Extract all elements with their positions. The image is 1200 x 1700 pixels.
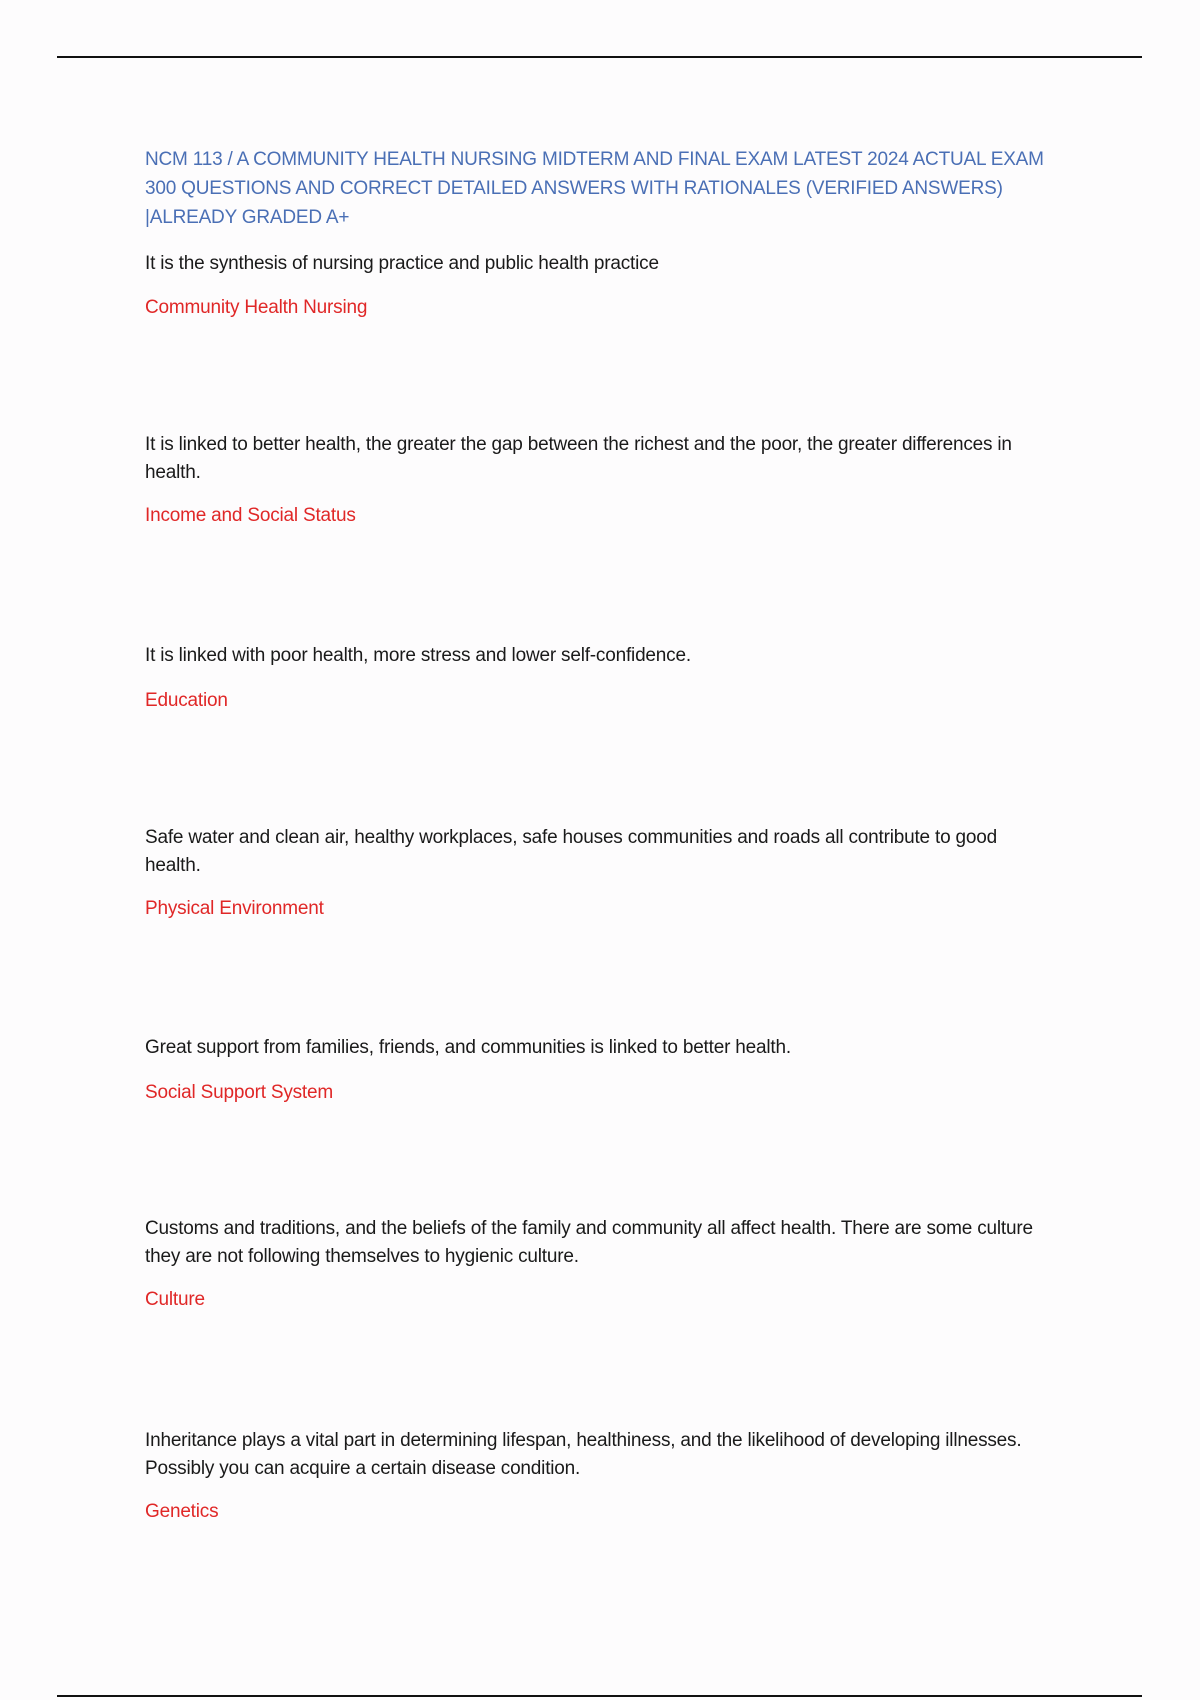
- qa-item: [145, 431, 1045, 530]
- qa-item: [145, 250, 1045, 322]
- qa-item: [145, 824, 1045, 923]
- qa-item: [145, 1034, 1045, 1107]
- qa-item: [145, 1427, 1045, 1526]
- header-rule: [57, 56, 1142, 58]
- document-title: NCM 113 / A COMMUNITY HEALTH NURSING MIDTERM AND FINAL EXAM LATEST 2024 ACTUAL EXAM 300 QUESTIONS AND CORRECT DETAILED ANSWERS WITH RATIONALES (VERIFIED ANSWERS) |ALREADY GRADED A+: [145, 149, 1044, 228]
- answer-text: Genetics: [145, 1501, 219, 1522]
- answer-text: Social Support System: [145, 1082, 333, 1103]
- question-text: Inheritance plays a vital part in determining lifespan, healthiness, and the likelihood of developing illnesses. Possibly you can acquire a certain disease condition.: [145, 1430, 1022, 1479]
- answer-text: Education: [145, 690, 228, 711]
- question-text: Safe water and clean air, healthy workplaces, safe houses communities and roads all contribute to good health.: [145, 827, 997, 876]
- answer-text: Income and Social Status: [145, 505, 356, 526]
- question-text: It is linked with poor health, more stress and lower self-confidence.: [145, 645, 691, 666]
- qa-item: [145, 1215, 1045, 1314]
- footer-rule: [57, 1695, 1142, 1697]
- answer-text: Physical Environment: [145, 898, 324, 919]
- question-text: Great support from families, friends, and communities is linked to better health.: [145, 1037, 791, 1058]
- question-text: It is linked to better health, the greater the gap between the richest and the poor, the greater differences in health.: [145, 434, 1012, 483]
- answer-text: Culture: [145, 1289, 205, 1310]
- question-text: Customs and traditions, and the beliefs of the family and community all affect health. There are some culture they are not following themselves to hygienic culture.: [145, 1218, 1033, 1267]
- qa-item: [145, 642, 1045, 715]
- answer-text: Community Health Nursing: [145, 297, 368, 318]
- question-text: It is the synthesis of nursing practice and public health practice: [145, 253, 659, 274]
